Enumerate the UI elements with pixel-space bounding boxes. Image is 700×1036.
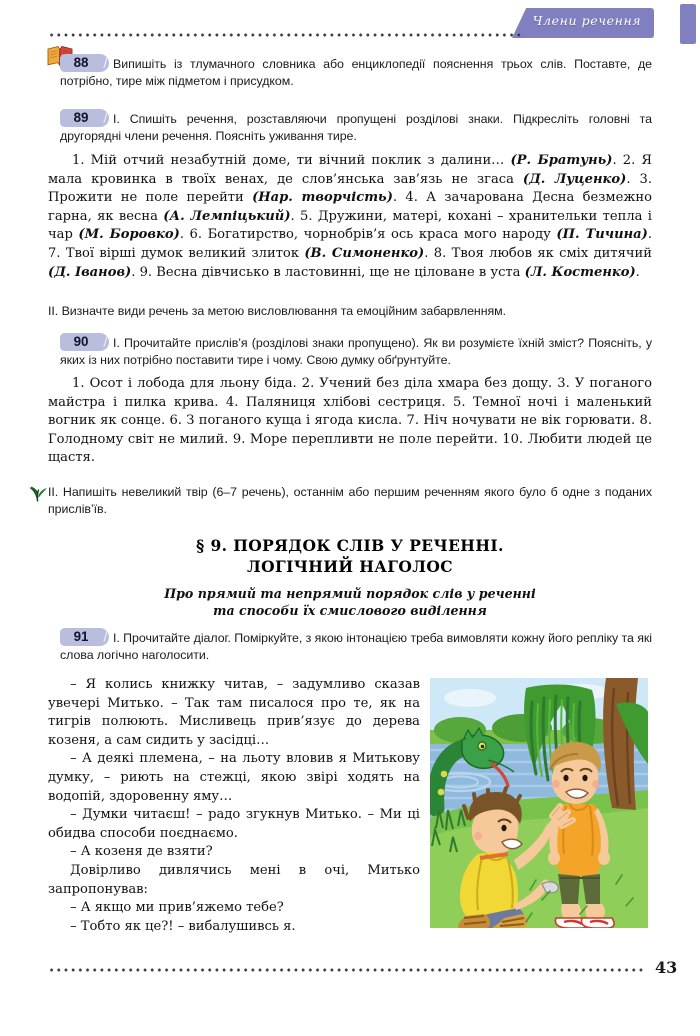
exercise-89-task-1 <box>60 109 652 145</box>
header-edge-tab <box>680 4 696 44</box>
dialogue-line: – А козеня де взяти? <box>70 844 213 860</box>
exercise-90-task-1 <box>60 333 652 369</box>
page-header <box>0 0 700 46</box>
running-head-label: Члени речення <box>532 13 642 28</box>
section-title-line-2: ЛОГІЧНИЙ НАГОЛОС <box>246 557 454 576</box>
exercise-number-91[interactable]: 91 <box>60 628 109 646</box>
section-subtitle-line-1: Про прямий та непрямий порядок слів у реченні <box>164 586 536 601</box>
two-boys-by-river-with-dragon-illustration <box>430 678 648 928</box>
exercise-number-90[interactable]: 90 <box>60 333 109 351</box>
dialogue-line: – Тобто як це?! – вибалушивсь я. <box>70 918 296 934</box>
footer-dotted-rule <box>48 968 643 972</box>
exercise-90-proverbs: 1. Осот і лобода для льону біда. 2. Учений без діла хмара без дощу. 3. У поганого майстра і пилка крива. 4. Паляниця хлібові сестриця. 5. Темної ночі і маленький вогник як сонце. 6. З поганого куща і ягода кисла. 7. Ніч ночувати не вік горювати. 8. Голодному світ не милий. 9. Море перепливти не поле перейти. 10. Любити людей це щастя. <box>48 376 652 466</box>
exercise-88 <box>60 54 652 90</box>
section-subtitle-line-2: та способи їх смислового виділення <box>213 603 487 618</box>
exercise-91-task-1 <box>60 628 652 664</box>
exercise-91-task-1-text: І. Прочитайте діалог. Поміркуйте, з якою інтонацією треба вимовляти кожну його репліку та які слова логічно наголосити. <box>60 631 652 663</box>
exercise-88-text: Випишіть із тлумачного словника або енциклопедії пояснення трьох слів. Поставте, де потрібно, тире між підметом і присудком. <box>60 57 652 89</box>
exercise-number-89[interactable]: 89 <box>60 109 109 127</box>
dialogue-line: – А якщо ми прив’яжемо тебе? <box>70 900 284 916</box>
dialogue-line: Довірливо дивлячись мені в очі, Митько запропонував: <box>48 862 420 897</box>
section-title-line-1: § 9. ПОРЯДОК СЛІВ У РЕЧЕННІ. <box>196 536 504 555</box>
exercise-90-task-2: ІІ. Напишіть невеликий твір (6–7 речень), останнім або першим реченням якого було б одне з поданих прислів’їв. <box>48 485 652 517</box>
exercise-91-dialogue <box>48 676 420 936</box>
dialogue-line: – Думки читаєш! – радо згукнув Митько. – Ми ці обидва способи поєднаємо. <box>48 807 420 841</box>
exercise-89-task-1-text: І. Спишіть речення, розставляючи пропущені розділові знаки. Підкресліть головні та другорядні члени речення. Поясніть уживання тире. <box>60 112 652 144</box>
exercise-89-task-2: ІІ. Визначте види речень за метою висловлювання та емоційним забарвленням. <box>48 304 507 318</box>
exercise-90-task-1-text: І. Прочитайте прислів’я (розділові знаки пропущено). Як ви розумієте їхній зміст? Поясніть, у яких із них потрібно поставити тире і чому. Свою думку обґрунтуйте. <box>60 336 652 368</box>
page-number: 43 <box>655 958 678 977</box>
exercise-number-88[interactable]: 88 <box>60 54 109 72</box>
dialogue-line: – А деякі племена, – на льоту вловив я Митькову думку, – риють на стежці, якою звірі ходять на водопій, здоровенну яму… <box>48 751 420 804</box>
header-dotted-rule <box>48 33 523 37</box>
exercise-89-sentences: 1. Мій отчий незабутній доме, ти вічний поклик з далини… (Р. Братунь). 2. Я мала кровинка в твоїх венах, де слов’янська зав’язь не згаса (Д. Луценко). 3. Прожити не поле перейти (Нар. творчість). 4. А зачарована Десна безмежно гарна, як весна (А. Лемпіцький). 5. Дружини, матері, кохані – хранительки тепла і чар (М. Боровко). 6. Богатирство, чорнобрів’я ось краса мого народу (П. Тичина). 7. Твої вірші думок великий злиток (В. Симоненко). 8. Твоя любов як сміх дитячий (Д. Іванов). 9. Весна дівчисько в ластовинні, ще не ціловане в уста (Л. Костенко). <box>48 153 653 280</box>
leaf-sprout-icon <box>25 481 49 503</box>
dialogue-line: – Я колись книжку читав, – задумливо сказав увечері Митько. – Так там писалося про те, як на тигрів полюють. Мисливець прив’язує до дерева козеня, а сам сидить у засідці… <box>48 677 420 748</box>
